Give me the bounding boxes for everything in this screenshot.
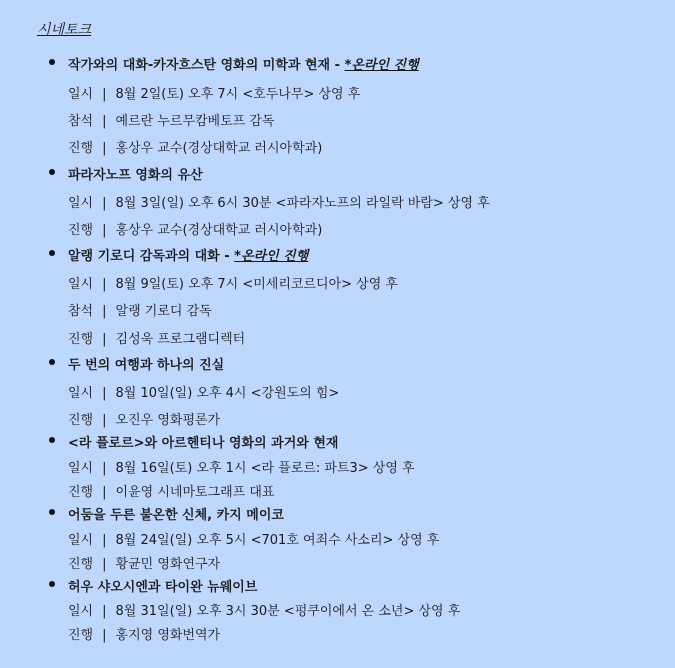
divider: | (102, 413, 107, 428)
detail-value: 홍지영 영화번역가 (115, 628, 221, 643)
detail-value: 오진우 영화평론가 (115, 413, 221, 428)
detail-value: 8월 9일(토) 오후 7시 <미세리코르디아> 상영 후 (115, 277, 398, 292)
event-title (68, 576, 257, 595)
event-detail-row (68, 553, 220, 572)
event-detail-row (68, 83, 360, 102)
divider: | (102, 533, 107, 548)
detail-label: 진행 (68, 332, 94, 347)
divider: | (102, 223, 107, 238)
online-badge: *온라인 진행 (234, 249, 309, 264)
event-title-text: 허우 샤오시엔과 타이완 뉴웨이브 (68, 580, 258, 595)
event-detail-row (68, 382, 339, 401)
event-detail-row (68, 409, 220, 428)
event-detail-row (68, 529, 439, 548)
event-title (68, 54, 419, 73)
event-title-text: <라 플로르>와 아르헨티나 영화의 과거와 현재 (68, 436, 339, 451)
bullet-icon (49, 59, 55, 65)
detail-label: 진행 (68, 141, 94, 156)
divider: | (102, 114, 107, 129)
divider: | (102, 628, 107, 643)
divider: | (102, 485, 107, 500)
event-detail-row (68, 219, 322, 238)
event-detail-row (68, 192, 490, 211)
detail-label: 일시 (68, 533, 94, 548)
detail-value: 8월 16일(토) 오후 1시 <라 플로르: 파트3> 상영 후 (115, 461, 415, 476)
event-detail-row (68, 137, 322, 156)
event-title (68, 354, 224, 373)
event-detail-row (68, 110, 274, 129)
event-title-text: 작가와의 대화-카자흐스탄 영화의 미학과 현재 - (68, 58, 345, 73)
detail-label: 진행 (68, 485, 94, 500)
detail-label: 일시 (68, 277, 94, 292)
divider: | (102, 332, 107, 347)
event-detail-row (68, 600, 460, 619)
event-title (68, 504, 284, 523)
detail-label: 진행 (68, 557, 94, 572)
detail-label: 참석 (68, 114, 94, 129)
detail-value: 8월 10일(일) 오후 4시 <강원도의 힘> (115, 386, 340, 401)
event-detail-row (68, 328, 245, 347)
detail-value: 8월 24일(일) 오후 5시 <701호 여죄수 사소리> 상영 후 (115, 533, 440, 548)
event-title (68, 245, 308, 264)
divider: | (102, 386, 107, 401)
detail-value: 이윤영 시네마토그래프 대표 (115, 485, 275, 500)
event-detail-row (68, 624, 220, 643)
detail-label: 일시 (68, 196, 94, 211)
event-title-text: 두 번의 여행과 하나의 진실 (68, 358, 225, 373)
bullet-icon (49, 581, 55, 587)
event-title-text: 파라자노프 영화의 유산 (68, 168, 203, 183)
divider: | (102, 141, 107, 156)
event-title (68, 164, 203, 183)
detail-label: 일시 (68, 461, 94, 476)
detail-value: 예르란 누르무캄베토프 감독 (115, 114, 275, 129)
detail-label: 일시 (68, 604, 94, 619)
event-detail-row (68, 300, 212, 319)
bullet-icon (49, 437, 55, 443)
event-title-text: 알랭 기로디 감독과의 대화 - (68, 249, 235, 264)
detail-label: 일시 (68, 386, 94, 401)
divider: | (102, 304, 107, 319)
detail-label: 진행 (68, 223, 94, 238)
bullet-icon (49, 250, 55, 256)
divider: | (102, 557, 107, 572)
detail-value: 김성욱 프로그램디렉터 (115, 332, 246, 347)
detail-label: 일시 (68, 87, 94, 102)
detail-value: 8월 2일(토) 오후 7시 <호두나무> 상영 후 (115, 87, 361, 102)
detail-value: 홍상우 교수(경상대학교 러시아학과) (115, 223, 323, 238)
divider: | (102, 461, 107, 476)
detail-label: 진행 (68, 413, 94, 428)
event-detail-row (68, 481, 274, 500)
detail-value: 8월 3일(일) 오후 6시 30분 <파라자노프의 라일락 바람> 상영 후 (115, 196, 490, 211)
divider: | (102, 196, 107, 211)
event-title-text: 어둠을 두른 불온한 신체, 카지 메이코 (68, 508, 284, 523)
event-detail-row (68, 457, 415, 476)
divider: | (102, 87, 107, 102)
detail-label: 진행 (68, 628, 94, 643)
bullet-icon (49, 359, 55, 365)
detail-label: 참석 (68, 304, 94, 319)
event-title (68, 432, 338, 451)
detail-value: 홍상우 교수(경상대학교 러시아학과) (115, 141, 323, 156)
event-detail-row (68, 273, 398, 292)
bullet-icon (49, 509, 55, 515)
page-title: 시네토크 (37, 22, 92, 38)
detail-value: 8월 31일(일) 오후 3시 30분 <펑쿠이에서 온 소년> 상영 후 (115, 604, 461, 619)
detail-value: 알랭 기로디 감독 (115, 304, 212, 319)
divider: | (102, 604, 107, 619)
detail-value: 황균민 영화연구자 (115, 557, 221, 572)
divider: | (102, 277, 107, 292)
bullet-icon (49, 169, 55, 175)
online-badge: *온라인 진행 (344, 58, 419, 73)
